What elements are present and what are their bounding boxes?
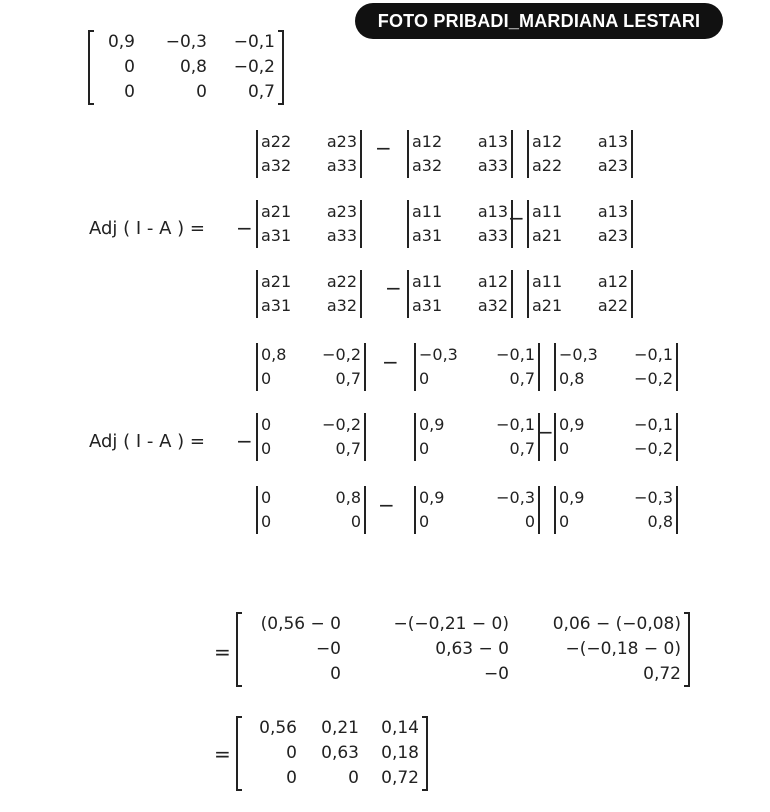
det-cell: a31 (261, 296, 292, 315)
det-cell: 0,8 (559, 369, 585, 388)
det-cell: −0,2 (322, 415, 361, 434)
right-bracket (278, 30, 284, 105)
result-matrix (236, 716, 428, 791)
matrix-cell: 0 (286, 743, 297, 763)
det-cell: −0,3 (496, 488, 535, 507)
determinant (554, 413, 678, 461)
det-cell: a13 (597, 202, 628, 221)
det-cell: 0,7 (509, 439, 535, 458)
det-bar-right (538, 486, 540, 534)
det-row (412, 294, 508, 318)
matrix-cell: 0 (348, 768, 359, 788)
det-row (559, 343, 673, 367)
det-cell: −0,2 (634, 439, 673, 458)
leading-minus-symbolic: − (236, 216, 253, 240)
det-cell: −0,1 (496, 415, 535, 434)
det-cell: a32 (326, 296, 357, 315)
det-cell: −0,3 (634, 488, 673, 507)
matrix-cell: 0,56 (259, 718, 297, 738)
minus-sign: − (385, 276, 402, 300)
det-cell: 0,9 (419, 488, 445, 507)
det-cell: −0,3 (559, 345, 598, 364)
det-cell: a21 (532, 226, 563, 245)
det-bar-right (676, 486, 678, 534)
det-cell: 0,7 (335, 439, 361, 458)
det-cell: 0 (419, 369, 430, 388)
det-cell: 0 (261, 488, 272, 507)
det-cell: a13 (477, 202, 508, 221)
det-cell: 0,9 (559, 488, 585, 507)
det-cell: 0 (261, 415, 272, 434)
det-cell: a11 (412, 202, 443, 221)
det-row (261, 343, 361, 367)
matrix-a (88, 30, 284, 105)
det-bar-right (538, 343, 540, 391)
matrix-cell: −0,2 (233, 57, 275, 77)
det-cell: −0,1 (634, 415, 673, 434)
det-row (559, 437, 673, 461)
det-cell: −0,3 (419, 345, 458, 364)
det-cell: a33 (477, 156, 508, 175)
det-row (261, 510, 361, 534)
det-row (419, 343, 535, 367)
determinant (256, 413, 366, 461)
det-bar-right (676, 343, 678, 391)
determinant (414, 413, 540, 461)
det-bar-right (364, 486, 366, 534)
minus-sign: − (375, 136, 392, 160)
det-row (412, 130, 508, 154)
matrix-cell: 0,9 (107, 32, 135, 52)
det-cell: 0 (419, 439, 430, 458)
det-row (419, 486, 535, 510)
det-row (532, 200, 628, 224)
det-cell: a12 (477, 272, 508, 291)
minus-sign: − (537, 420, 554, 444)
det-cell: a22 (261, 132, 292, 151)
det-cell: a23 (326, 132, 357, 151)
det-cell: 0,8 (261, 345, 287, 364)
det-cell: a32 (477, 296, 508, 315)
det-row (261, 413, 361, 437)
det-row (261, 130, 357, 154)
matrix-cell: 0,72 (643, 664, 681, 684)
det-row (261, 486, 361, 510)
minus-sign: − (508, 206, 525, 230)
det-cell: a31 (261, 226, 292, 245)
det-cell: −0,2 (322, 345, 361, 364)
det-cell: a11 (532, 202, 563, 221)
determinant (407, 270, 513, 318)
det-bar-right (511, 270, 513, 318)
matrix-cell: 0,7 (247, 82, 275, 102)
determinant (527, 270, 633, 318)
det-bar-right (364, 343, 366, 391)
matrix-row (245, 766, 419, 791)
det-cell: a11 (532, 272, 563, 291)
det-cell: 0 (524, 512, 535, 531)
matrix-cell: (0,56 − 0 (260, 614, 341, 634)
determinant (256, 486, 366, 534)
det-cell: −0,1 (496, 345, 535, 364)
det-row (261, 294, 357, 318)
det-cell: a21 (261, 202, 292, 221)
det-row (261, 200, 357, 224)
det-cell: 0,9 (419, 415, 445, 434)
determinant (407, 200, 513, 248)
right-bracket (422, 716, 428, 791)
determinant (414, 343, 540, 391)
matrix-cell: 0 (286, 768, 297, 788)
det-bar-right (631, 270, 633, 318)
det-cell: 0 (559, 512, 570, 531)
det-row (419, 367, 535, 391)
det-row (412, 200, 508, 224)
minus-sign: − (378, 493, 395, 517)
det-cell: 0,7 (509, 369, 535, 388)
determinant (554, 486, 678, 534)
det-bar-right (511, 130, 513, 178)
det-cell: a12 (597, 272, 628, 291)
matrix-cell: 0,8 (179, 57, 207, 77)
det-cell: a32 (412, 156, 443, 175)
det-cell: a11 (412, 272, 443, 291)
adj-label-numeric: Adj ( I - A ) = (89, 431, 205, 452)
equals-sign-expanded: = (214, 640, 231, 664)
matrix-cell: 0,14 (381, 718, 419, 738)
matrix-cell: −0 (315, 639, 341, 659)
matrix-row (245, 612, 681, 637)
determinant (256, 200, 362, 248)
matrix-cell: 0 (330, 664, 341, 684)
det-row (419, 413, 535, 437)
det-row (412, 154, 508, 178)
determinant (407, 130, 513, 178)
det-cell: a22 (532, 156, 563, 175)
determinant (256, 343, 366, 391)
matrix-row (97, 55, 275, 80)
det-cell: a12 (412, 132, 443, 151)
det-row (532, 270, 628, 294)
det-bar-right (360, 270, 362, 318)
determinant (527, 200, 633, 248)
det-bar-right (676, 413, 678, 461)
matrix-cell: −0 (483, 664, 509, 684)
det-row (532, 154, 628, 178)
matrix-row (245, 716, 419, 741)
determinant (414, 486, 540, 534)
photo-credit-watermark: FOTO PRIBADI_MARDIANA LESTARI (355, 3, 723, 39)
matrix-cell: −0,3 (165, 32, 207, 52)
matrix-cell: −0,1 (233, 32, 275, 52)
matrix-cell: 0,06 − (−0,08) (552, 614, 681, 634)
matrix-row (245, 662, 681, 687)
det-row (532, 294, 628, 318)
det-bar-right (360, 130, 362, 178)
matrix-cell: 0,63 − 0 (435, 639, 509, 659)
det-cell: a21 (261, 272, 292, 291)
det-cell: 0,8 (647, 512, 673, 531)
matrix-cell: 0,63 (321, 743, 359, 763)
det-row (559, 413, 673, 437)
det-cell: a22 (597, 296, 628, 315)
minus-sign: − (382, 350, 399, 374)
adj-label-symbolic: Adj ( I - A ) = (89, 218, 205, 239)
det-row (261, 270, 357, 294)
determinant (554, 343, 678, 391)
det-cell: a33 (326, 226, 357, 245)
matrix-cell: 0,21 (321, 718, 359, 738)
det-cell: 0 (559, 439, 570, 458)
right-bracket (684, 612, 690, 687)
det-row (261, 437, 361, 461)
matrix-cell: 0 (124, 57, 135, 77)
det-cell: 0 (419, 512, 430, 531)
leading-minus-numeric: − (236, 429, 253, 453)
det-bar-right (360, 200, 362, 248)
det-cell: 0,7 (335, 369, 361, 388)
determinant (256, 270, 362, 318)
det-cell: a32 (261, 156, 292, 175)
matrix-cell: 0,18 (381, 743, 419, 763)
det-cell: a31 (412, 226, 443, 245)
det-cell: 0 (350, 512, 361, 531)
det-bar-right (364, 413, 366, 461)
det-cell: a23 (597, 226, 628, 245)
det-bar-right (631, 200, 633, 248)
det-row (559, 510, 673, 534)
expanded-matrix (236, 612, 690, 687)
det-row (261, 154, 357, 178)
det-cell: a23 (597, 156, 628, 175)
matrix-cell: −(−0,18 − 0) (565, 639, 681, 659)
det-cell: 0 (261, 439, 272, 458)
det-cell: a13 (597, 132, 628, 151)
det-cell: 0,8 (335, 488, 361, 507)
det-cell: 0,9 (559, 415, 585, 434)
matrix-row (97, 30, 275, 55)
det-cell: −0,2 (634, 369, 673, 388)
matrix-row (245, 741, 419, 766)
det-row (261, 367, 361, 391)
det-cell: 0 (261, 369, 272, 388)
matrix-row (97, 80, 275, 105)
matrix-cell: −(−0,21 − 0) (393, 614, 509, 634)
det-row (532, 130, 628, 154)
det-row (412, 224, 508, 248)
det-cell: a33 (477, 226, 508, 245)
matrix-cell: 0,72 (381, 768, 419, 788)
matrix-cell: 0 (124, 82, 135, 102)
determinant (256, 130, 362, 178)
det-cell: a31 (412, 296, 443, 315)
det-cell: a23 (326, 202, 357, 221)
det-cell: a33 (326, 156, 357, 175)
det-row (419, 510, 535, 534)
matrix-row (245, 637, 681, 662)
det-cell: −0,1 (634, 345, 673, 364)
determinant (527, 130, 633, 178)
equals-sign-result: = (214, 742, 231, 766)
det-row (559, 367, 673, 391)
det-cell: a12 (532, 132, 563, 151)
det-row (419, 437, 535, 461)
det-cell: a21 (532, 296, 563, 315)
det-row (532, 224, 628, 248)
det-cell: 0 (261, 512, 272, 531)
det-cell: a22 (326, 272, 357, 291)
det-row (559, 486, 673, 510)
matrix-cell: 0 (196, 82, 207, 102)
det-bar-right (631, 130, 633, 178)
det-row (261, 224, 357, 248)
det-row (412, 270, 508, 294)
det-cell: a13 (477, 132, 508, 151)
